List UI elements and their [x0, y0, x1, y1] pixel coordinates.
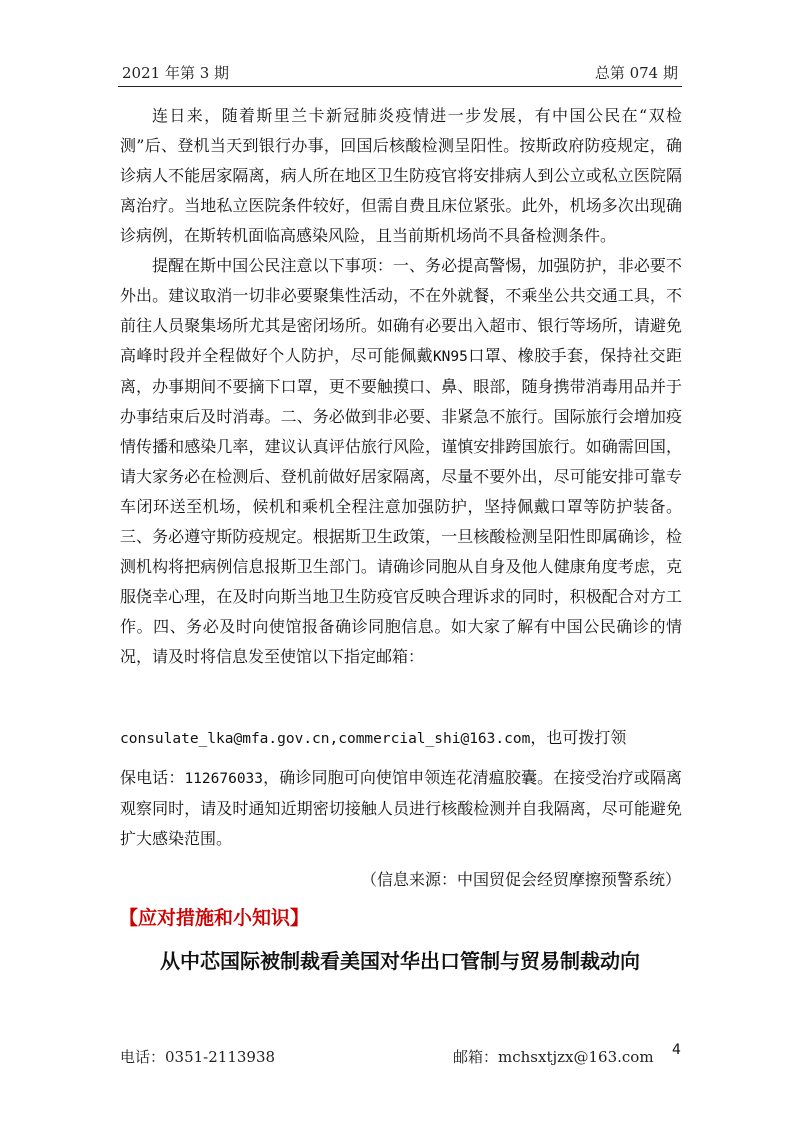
tail-part-a: 保电话：	[120, 768, 185, 787]
consular-phone: 112676033	[184, 771, 264, 787]
info-source: （信息来源：中国贸促会经贸摩擦预警系统）	[360, 870, 681, 889]
paragraph-2	[120, 251, 682, 672]
paragraph-2-part-a: 提醒在斯中国公民注意以下事项：一、务必提高警惕，加强防护，非必要不外出。建议取消一切非必要聚集性活动，不在外就餐，不乘坐公共交通工具，不前往人员聚集场所尤其是密闭场所。如确有必要出入超市、银行等场所，请避免高峰时段并全程做好个人防护，尽可能佩戴	[120, 256, 682, 365]
paragraph-2-part-b: 口罩、橡胶手套，保持社交距离，办事期间不要摘下口罩，更不要触摸口、鼻、眼部，随身携带消毒用品并于办事结束后及时消毒。二、务必做到非必要、非紧急不旅行。国际旅行会增加疫情传播和感染几率，建议认真评估旅行风险，谨慎安排跨国旅行。如确需回国，请大家务必在检测后、登机前做好居家隔离，尽量不要外出，尽可能安排可靠专车闭环送至机场，候机和乘机全程注意加强防护，坚持佩戴口罩等防护装备。三、务必遵守斯防疫规定。根据斯卫生政策，一旦核酸检测呈阳性即属确诊，检测机构将把病例信息报斯卫生部门。请确诊同胞从自身及他人健康角度考虑，克服侥幸心理，在及时向斯当地卫生防疫官反映合理诉求的同时，积极配合对方工作。四、务必及时向使馆报备确诊同胞信息。如大家了解有中国公民确诊的情况，请及时将信息发至使馆以下指定邮箱：	[120, 346, 682, 666]
embassy-emails: consulate_lka@mfa.gov.cn,commercial_shi@163.com	[120, 731, 531, 747]
page-number: 4	[672, 1042, 681, 1058]
article-title: 从中芯国际被制裁看美国对华出口管制与贸易制裁动向	[160, 949, 640, 973]
tail-part-b: ，确诊同胞可向使馆申领连花清瘟胶囊。在接受治疗或隔离观察同时，请及时通知近期密切接触人员进行核酸检测并自我隔离，尽可能避免扩大感染范围。	[120, 768, 682, 848]
footer-email: 邮箱：mchsxtjzx@163.com	[453, 1048, 654, 1066]
header-rule	[118, 86, 682, 87]
paragraph-1: 连日来，随着斯里兰卡新冠肺炎疫情进一步发展，有中国公民在“双检测”后、登机当天到银行办事，回国后核酸检测呈阳性。按斯政府防疫规定，确诊病人不能居家隔离，病人所在地区卫生防疫官将安排病人到公立或私立医院隔离治疗。当地私立医院条件较好，但需自费且床位紧张。此外，机场多次出现确诊病例，在斯转机面临高感染风险，且当前斯机场尚不具备检测条件。	[120, 106, 682, 245]
footer-phone: 电话：0351-2113938	[120, 1048, 276, 1066]
email-line	[120, 725, 626, 748]
kn95-text: KN95	[432, 349, 468, 365]
article-body	[120, 101, 682, 672]
header-issue: 2021 年第 3 期	[122, 64, 230, 82]
paragraph-tail	[120, 763, 682, 854]
header-total-issue: 总第 074 期	[594, 64, 678, 82]
section-tag: 【应对措施和小知识】	[119, 907, 310, 929]
email-suffix: ，也可拨打领	[530, 728, 627, 747]
